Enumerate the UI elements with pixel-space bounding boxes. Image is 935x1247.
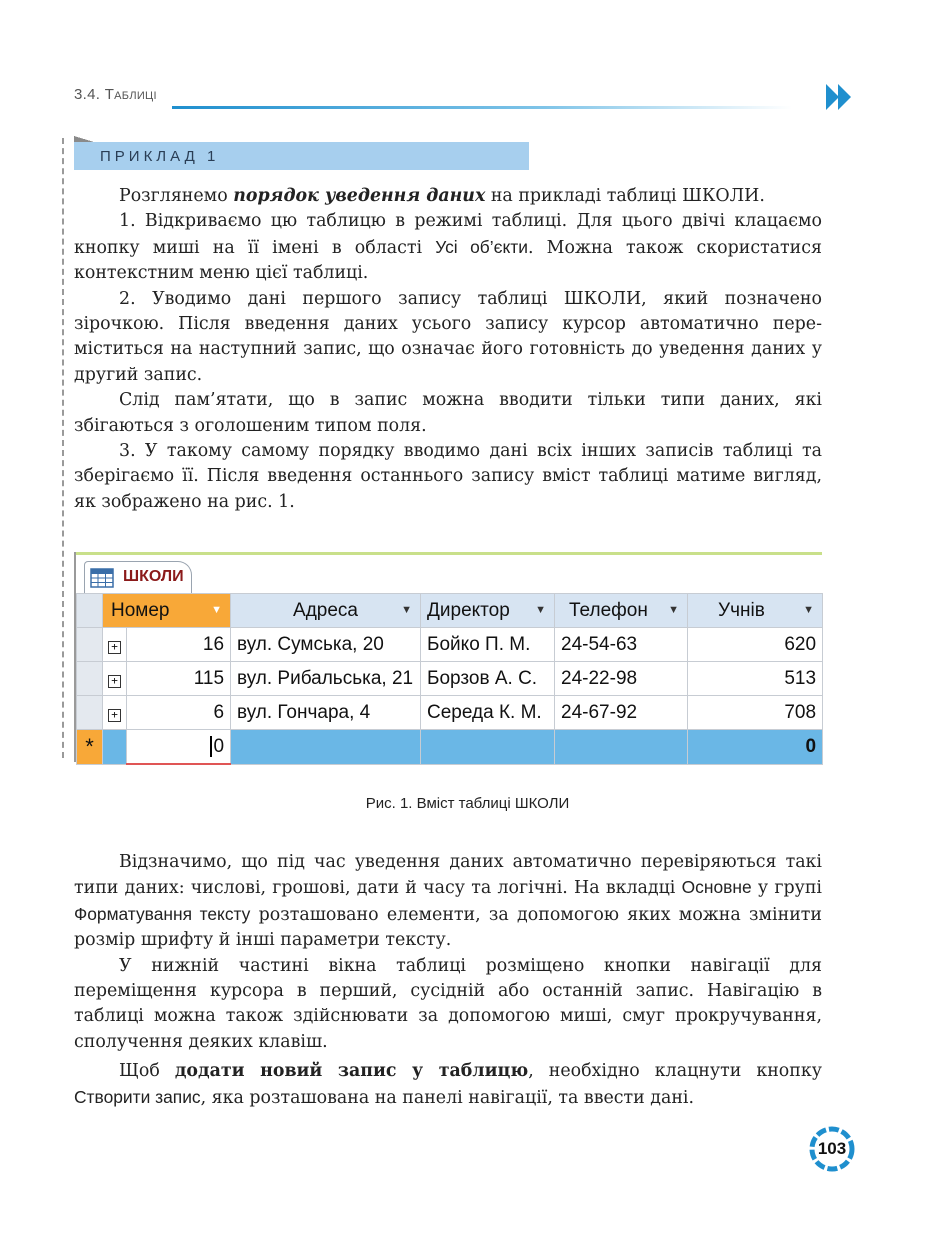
cell-dyrektor[interactable]: Середа К. М. bbox=[421, 696, 555, 730]
table-icon bbox=[90, 568, 114, 588]
fast-forward-icon bbox=[824, 82, 854, 112]
expand-button[interactable] bbox=[103, 662, 127, 696]
row-selector[interactable] bbox=[77, 696, 103, 730]
dropdown-arrow-icon[interactable]: ▼ bbox=[535, 604, 547, 616]
banner-corner bbox=[74, 136, 94, 142]
cell-telefon[interactable]: 24-22-98 bbox=[555, 662, 688, 696]
cell-uchniv[interactable]: 620 bbox=[688, 628, 823, 662]
table-row bbox=[77, 662, 823, 696]
header-row bbox=[77, 594, 823, 628]
header-rule bbox=[172, 106, 792, 109]
dropdown-arrow-icon[interactable]: ▼ bbox=[668, 604, 680, 616]
paragraph: Щоб додати новий запис у таблицю, необхідно клацнути кнопку Створити запис, яка розташована на панелі навігації, та ввести дані. bbox=[74, 1061, 822, 1108]
paragraph: 1. Відкриваємо цю таблицю в режимі таблиці. Для цього двічі клацаємо кнопку миші на її імені в області Усі об’єкти. Можна також скористатися контекстним меню цієї таблиці. bbox=[74, 211, 822, 284]
cell-dyrektor[interactable]: Бойко П. М. bbox=[421, 628, 555, 662]
cell-nomer[interactable]: 6 bbox=[127, 696, 231, 730]
cell-dyrektor[interactable] bbox=[421, 730, 555, 765]
cell-adresa[interactable] bbox=[231, 730, 421, 765]
dropdown-arrow-icon[interactable]: ▼ bbox=[211, 604, 223, 616]
paragraph: Розглянемо порядок уведення даних на прикладі таблиці ШКОЛИ. bbox=[119, 186, 765, 206]
column-header-uchniv[interactable]: Учнів ▼ bbox=[688, 594, 823, 628]
example-banner bbox=[74, 142, 529, 170]
section-header bbox=[74, 86, 157, 103]
cell-nomer[interactable]: 115 bbox=[127, 662, 231, 696]
tab-label: ШКОЛИ bbox=[123, 568, 184, 585]
example-text bbox=[74, 184, 822, 515]
cell-adresa[interactable]: вул. Сумська, 20 bbox=[231, 628, 421, 662]
page-number-badge bbox=[808, 1125, 856, 1173]
figure-access-table bbox=[74, 552, 822, 762]
section-title: Таблиці bbox=[104, 86, 157, 103]
expand-button[interactable] bbox=[103, 628, 127, 662]
column-header-telefon[interactable]: Телефон ▼ bbox=[555, 594, 688, 628]
cell-telefon[interactable] bbox=[555, 730, 688, 765]
paragraph: 2. Уводимо дані першого запису таблиці ШКОЛИ, який позначено зірочкою. Після введення даних усього запису курсор автоматично переміститься на наступний запис, що означає його готовність до уведення даних у другий запис. bbox=[74, 288, 822, 385]
cell-uchniv[interactable]: 0 bbox=[688, 730, 823, 765]
column-header-dyrektor[interactable]: Директор ▼ bbox=[421, 594, 555, 628]
dropdown-arrow-icon[interactable]: ▼ bbox=[401, 604, 413, 616]
paragraph: 3. У такому самому порядку вводимо дані всіх інших записів таблиці та зберігаємо її. Після введення останнього запису вміст таблиці матиме вигляд, як зображено на рис. 1. bbox=[74, 441, 822, 512]
section-number: 3.4. bbox=[74, 86, 101, 103]
plus-icon: + bbox=[108, 675, 121, 688]
row-selector[interactable] bbox=[77, 628, 103, 662]
dropdown-arrow-icon[interactable]: ▼ bbox=[803, 604, 815, 616]
example-label: ПРИКЛАД 1 bbox=[100, 148, 220, 165]
cell-uchniv[interactable]: 513 bbox=[688, 662, 823, 696]
paragraph: Слід пам’ятати, що в запис можна вводити тільки типи даних, які збігаються з оголошеним типом поля. bbox=[74, 390, 822, 436]
cell-telefon[interactable]: 24-54-63 bbox=[555, 628, 688, 662]
cell-uchniv[interactable]: 708 bbox=[688, 696, 823, 730]
body-text bbox=[74, 850, 822, 1111]
figure-caption: Рис. 1. Вміст таблиці ШКОЛИ bbox=[365, 795, 570, 812]
plus-icon: + bbox=[108, 641, 121, 654]
paragraph: У нижній частині вікна таблиці розміщено кнопки навігації для переміщення курсора в перший, сусідній або останній запис. Навігацію в таблиці можна також здійснювати за допомогою миші, смуг прокручування, сполучення деяких клавіш. bbox=[74, 955, 822, 1052]
text-cursor: 0 bbox=[210, 736, 224, 757]
column-header-adresa[interactable]: Адреса ▼ bbox=[231, 594, 421, 628]
new-record-row bbox=[77, 730, 823, 765]
cell-telefon[interactable]: 24-67-92 bbox=[555, 696, 688, 730]
datasheet-grid bbox=[76, 593, 823, 765]
row-selector[interactable] bbox=[77, 662, 103, 696]
table-row bbox=[77, 696, 823, 730]
cell-adresa[interactable]: вул. Гончара, 4 bbox=[231, 696, 421, 730]
cell-dyrektor[interactable]: Борзов А. С. bbox=[421, 662, 555, 696]
plus-icon: + bbox=[108, 709, 121, 722]
cell-adresa[interactable]: вул. Рибальська, 21 bbox=[231, 662, 421, 696]
expand-button[interactable] bbox=[103, 696, 127, 730]
table-row bbox=[77, 628, 823, 662]
example-side-rule bbox=[62, 138, 64, 758]
column-header-nomer[interactable]: Номер ▼ bbox=[103, 594, 231, 628]
page-number: 103 bbox=[817, 1139, 847, 1158]
cell-nomer[interactable]: 16 bbox=[127, 628, 231, 662]
tab-strip bbox=[76, 555, 822, 593]
paragraph: Відзначимо, що під час уведення даних автоматично перевіряються такі типи даних: числові, грошові, дати й часу та логічні. На вкладці Основне у групі Форматування тексту розташовано елементи, за допомогою яких можна змінити розмір шрифту й інші параметри тексту. bbox=[74, 852, 822, 951]
new-row-expand-cell bbox=[103, 730, 127, 765]
new-record-marker[interactable]: * bbox=[77, 730, 103, 765]
select-all-corner[interactable] bbox=[77, 594, 103, 628]
cell-nomer-editing[interactable] bbox=[127, 730, 231, 765]
tab-shkoly[interactable] bbox=[84, 561, 192, 594]
